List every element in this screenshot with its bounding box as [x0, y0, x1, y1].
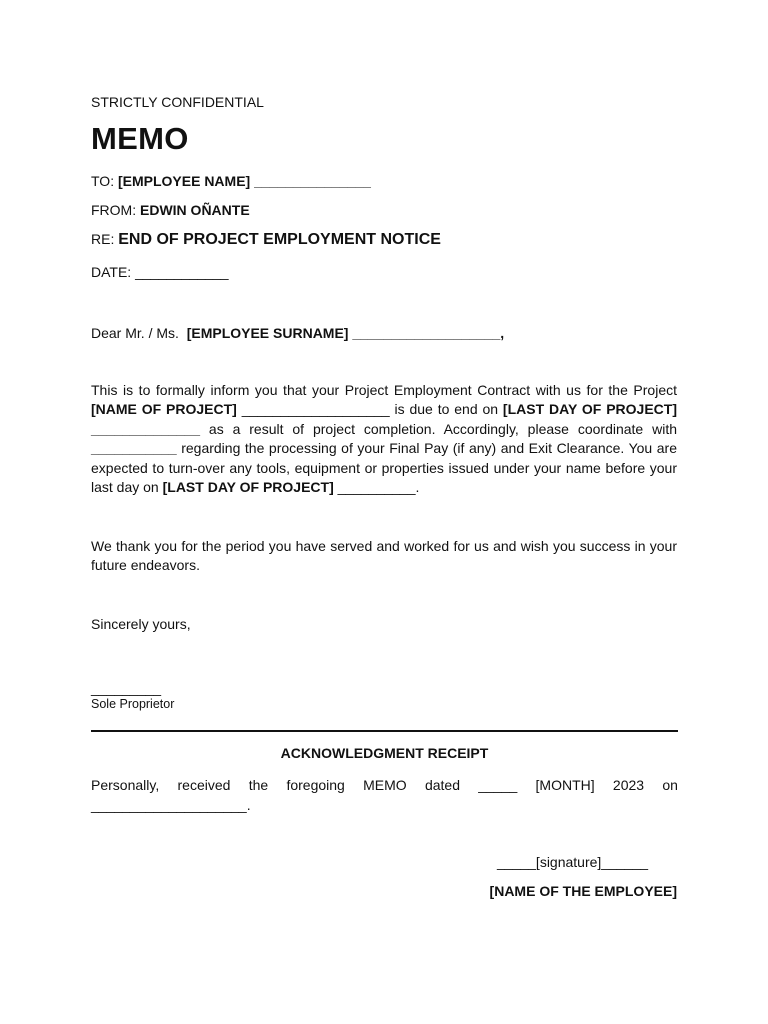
re-label: RE:	[91, 231, 115, 247]
ack-word: MEMO	[363, 777, 407, 793]
signature-blank: _________	[91, 680, 162, 696]
ack-word: received	[177, 777, 231, 793]
thanks-paragraph: We thank you for the period you have served and worked for us and wish you success in your future endeavors.	[91, 538, 677, 574]
last-day-placeholder-2: [LAST DAY OF PROJECT]	[162, 479, 334, 496]
ack-word: dated	[424, 777, 461, 793]
salutation-prefix: Dear Mr. / Ms.	[91, 325, 179, 341]
salutation-name: [EMPLOYEE SURNAME] ___________________,	[186, 325, 505, 341]
date-field	[91, 264, 229, 280]
salutation	[91, 325, 504, 341]
ack-word: _____	[478, 777, 518, 793]
project-name-placeholder: [NAME OF PROJECT]	[91, 401, 237, 418]
to-label: TO:	[91, 173, 115, 189]
ack-word: [MONTH]	[535, 777, 595, 793]
last-day-placeholder: [LAST DAY OF PROJECT] ______________	[91, 401, 677, 437]
from-value: EDWIN OÑANTE	[140, 202, 250, 218]
acknowledgment-line-2: ____________________.	[91, 797, 251, 813]
from-label: FROM:	[91, 202, 137, 218]
ack-word: the	[248, 777, 269, 793]
ack-word: on	[662, 777, 678, 793]
employee-signature-line: _____[signature]______	[497, 854, 649, 870]
acknowledgment-line-1	[91, 775, 678, 795]
ack-word: 2023	[612, 777, 645, 793]
date-label: DATE:	[91, 264, 132, 280]
acknowledgment-title: ACKNOWLEDGMENT RECEIPT	[280, 745, 489, 761]
acknowledgment-paragraph	[91, 775, 678, 815]
re-value: END OF PROJECT EMPLOYMENT NOTICE	[118, 231, 441, 248]
p1-text-5: __________.	[333, 479, 420, 496]
ack-word: foregoing	[286, 777, 345, 793]
p1-text-3: as a result of project completion. Accordingly, please coordinate with	[200, 420, 677, 437]
memo-title: MEMO	[91, 121, 189, 156]
re-field	[91, 231, 441, 249]
p1-text-1: This is to formally inform you that your Project Employment Contract with us for the Project	[91, 382, 677, 398]
date-value: ____________	[135, 264, 229, 280]
ack-word: Personally,	[91, 777, 160, 793]
p1-text-4: regarding the processing of your Final Pay (if any) and Exit Clearance. You are expected to turn-over any tools, equipment or properties issued under your name before your last day on	[91, 440, 677, 496]
closing: Sincerely yours,	[91, 616, 191, 632]
employee-name-placeholder: [NAME OF THE EMPLOYEE]	[489, 883, 677, 899]
divider	[91, 730, 678, 732]
to-value: [EMPLOYEE NAME] _______________	[117, 173, 371, 189]
from-field	[91, 202, 250, 218]
confidential-label: STRICTLY CONFIDENTIAL	[91, 94, 264, 110]
coordinator-placeholder: ___________	[91, 440, 177, 457]
notice-paragraph	[91, 381, 677, 497]
p1-text-2: ___________________ is due to end on	[236, 401, 503, 418]
to-field	[91, 173, 371, 189]
signature-title: Sole Proprietor	[91, 697, 175, 711]
